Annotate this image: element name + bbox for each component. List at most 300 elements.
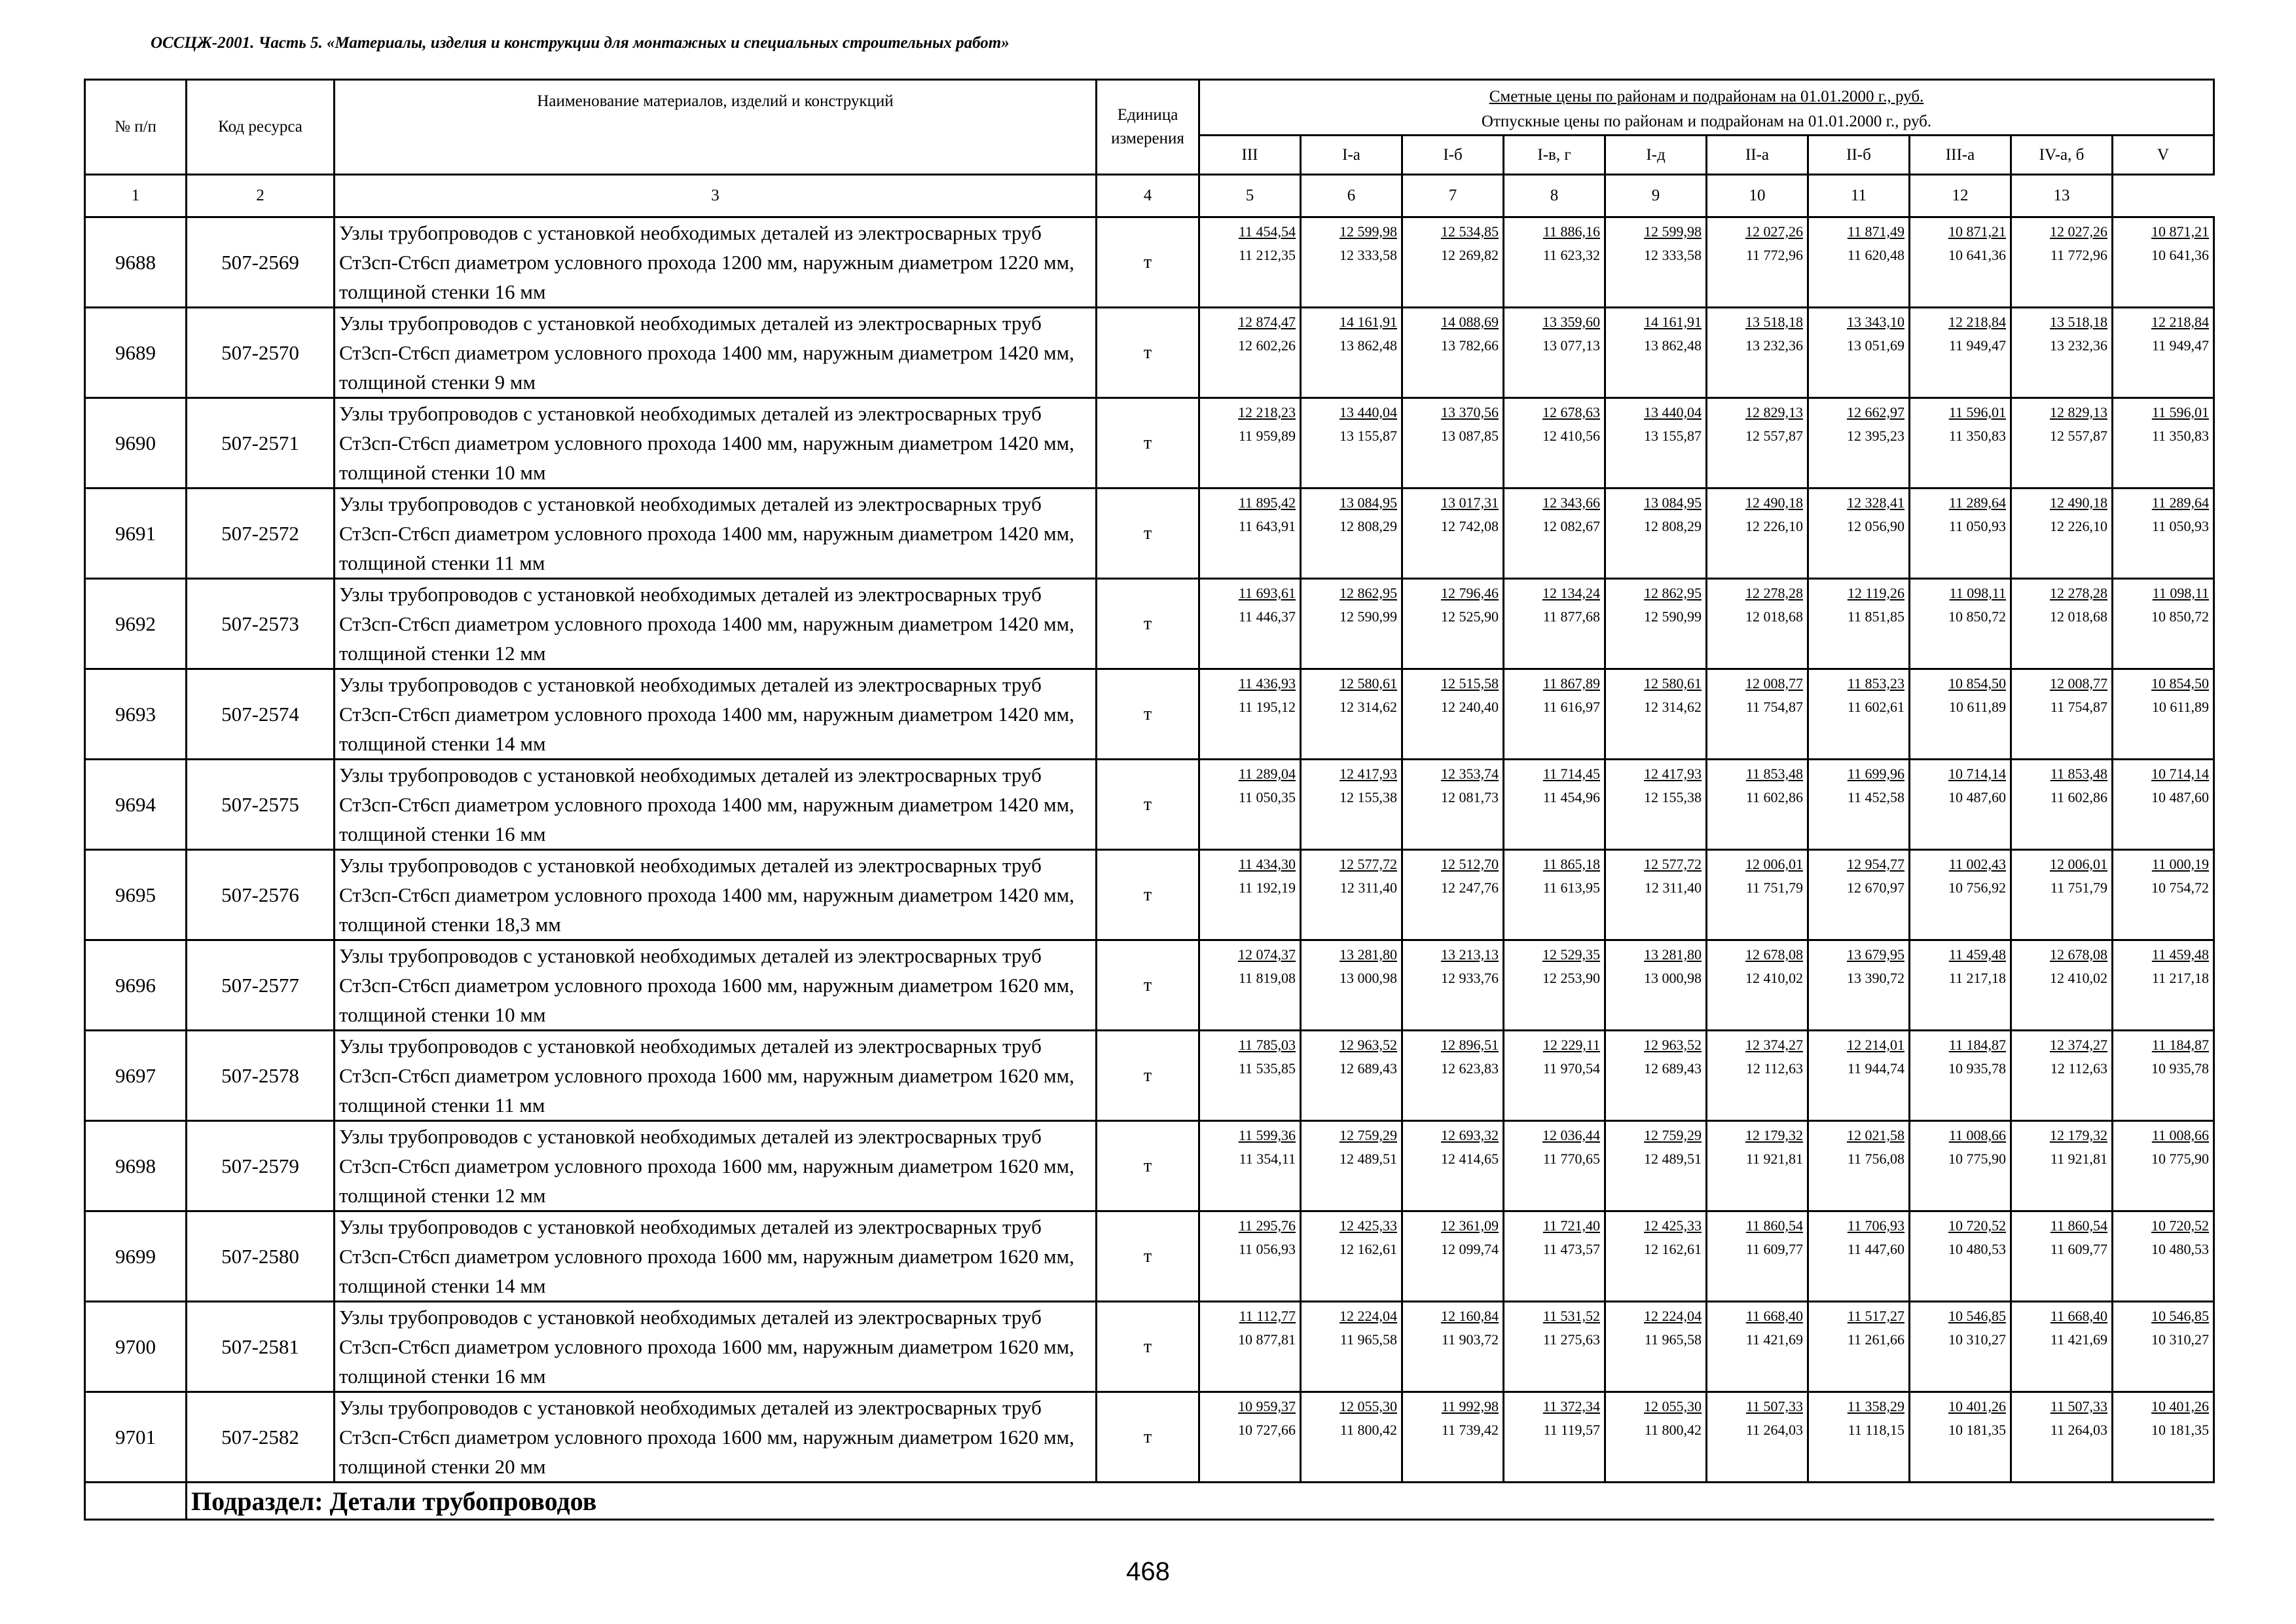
release-price: 11 800,42 [1339,1422,1397,1438]
release-price: 12 112,63 [2050,1060,2107,1077]
row-number: 9690 [85,398,187,489]
resource-code: 507-2580 [187,1211,335,1302]
resource-code: 507-2582 [187,1392,335,1483]
release-price: 12 018,68 [1745,608,1803,625]
estimated-price: 11 871,49 [1847,223,1904,240]
region-header: I-а [1301,136,1402,175]
price-cell [1808,669,1910,760]
row-number: 9693 [85,669,187,760]
price-cell [1301,1302,1402,1392]
page-number: 468 [1126,1557,1170,1586]
unit-of-measure: т [1097,1302,1199,1392]
release-price: 12 602,26 [1238,337,1296,354]
release-price: 11 970,54 [1542,1060,1600,1077]
release-price: 11 756,08 [1847,1151,1904,1167]
price-cell [1301,1392,1402,1483]
estimated-price: 11 289,04 [1238,766,1296,782]
price-cell [1199,669,1301,760]
price-cell [1301,1211,1402,1302]
release-price: 11 446,37 [1238,608,1296,625]
estimated-price: 13 518,18 [1745,314,1803,330]
price-cell [1504,579,1605,669]
unit-of-measure: т [1097,940,1199,1031]
release-price: 12 525,90 [1441,608,1499,625]
estimated-price: 11 434,30 [1238,856,1296,872]
material-name: Узлы трубопроводов с установкой необходимых деталей из электросварных труб Ст3сп-Ст6сп диаметром условного прохода 1400 мм, наружным диаметром 1420 мм, толщиной стенки 16 мм [335,760,1097,850]
price-cell [2113,489,2214,579]
price-cell [1504,398,1605,489]
release-price: 11 921,81 [2050,1151,2107,1167]
material-name: Узлы трубопроводов с установкой необходимых деталей из электросварных труб Ст3сп-Ст6сп диаметром условного прохода 1400 мм, наружным диаметром 1420 мм, толщиной стенки 11 мм [335,489,1097,579]
header-prices-otp: Отпускные цены по районам и подрайонам на 01.01.2000 г., руб. [1481,113,1932,130]
estimated-price: 13 084,95 [1644,494,1702,511]
estimated-price: 12 027,26 [1745,223,1803,240]
estimated-price: 12 829,13 [2050,404,2107,420]
release-price: 12 410,56 [1542,428,1600,444]
estimated-price: 12 224,04 [1644,1308,1702,1324]
release-price: 10 641,36 [1948,247,2006,263]
estimated-price: 12 963,52 [1644,1037,1702,1053]
release-price: 11 620,48 [1847,247,1904,263]
release-price: 11 921,81 [1745,1151,1803,1167]
price-cell [1301,308,1402,398]
estimated-price: 12 074,37 [1238,946,1296,963]
estimated-price: 10 720,52 [1948,1217,2006,1234]
release-price: 12 333,58 [1339,247,1397,263]
price-cell [1402,1031,1504,1121]
estimated-price: 12 580,61 [1339,675,1397,692]
column-number: 8 [1504,175,1605,217]
estimated-price: 11 184,87 [2151,1037,2210,1053]
row-number: 9697 [85,1031,187,1121]
price-cell [1808,579,1910,669]
price-cell [1910,308,2011,398]
estimated-price: 12 328,41 [1847,494,1904,511]
header-prices-smet: Сметные цены по районам и подрайонам на 01.01.2000 г., руб. [1489,88,1924,105]
release-price: 11 623,32 [1542,247,1600,263]
release-price: 10 754,72 [2151,879,2210,896]
estimated-price: 14 161,91 [1644,314,1702,330]
estimated-price: 11 668,40 [1745,1308,1803,1324]
release-price: 11 261,66 [1847,1331,1904,1348]
price-cell [2113,217,2214,308]
estimated-price: 11 358,29 [1847,1398,1904,1414]
estimated-price: 11 454,54 [1238,223,1296,240]
column-number: 1 [85,175,187,217]
release-price: 12 099,74 [1441,1241,1499,1257]
price-cell [1504,1211,1605,1302]
unit-of-measure: т [1097,217,1199,308]
release-price: 11 447,60 [1847,1241,1904,1257]
price-cell [1707,850,1808,940]
release-price: 10 775,90 [1948,1151,2006,1167]
row-number: 9694 [85,760,187,850]
column-number: 3 [335,175,1097,217]
release-price: 11 056,93 [1238,1241,1296,1257]
estimated-price: 11 289,64 [2151,494,2210,511]
price-cell [2113,398,2214,489]
estimated-price: 12 954,77 [1847,856,1904,872]
estimated-price: 13 017,31 [1441,494,1499,511]
table-row [85,760,2214,850]
price-cell [1301,669,1402,760]
price-cell [1605,308,1707,398]
price-cell [1199,217,1301,308]
estimated-price: 11 008,66 [1948,1127,2006,1143]
price-cell [1605,489,1707,579]
release-price: 11 754,87 [1745,699,1803,715]
release-price: 13 087,85 [1441,428,1499,444]
price-cell [1910,398,2011,489]
price-cell [1402,760,1504,850]
price-cell [1199,760,1301,850]
unit-of-measure: т [1097,669,1199,760]
price-cell [1605,398,1707,489]
row-number: 9696 [85,940,187,1031]
header-code: Код ресурса [187,80,335,175]
table-row [85,308,2214,398]
estimated-price: 12 425,33 [1339,1217,1397,1234]
release-price: 10 310,27 [1948,1331,2006,1348]
estimated-price: 12 759,29 [1339,1127,1397,1143]
release-price: 10 727,66 [1238,1422,1296,1438]
estimated-price: 12 374,27 [2050,1037,2107,1053]
estimated-price: 13 281,80 [1339,946,1397,963]
estimated-price: 12 862,95 [1339,585,1397,601]
estimated-price: 12 160,84 [1441,1308,1499,1324]
price-cell [1808,1302,1910,1392]
release-price: 11 609,77 [1745,1241,1803,1257]
resource-code: 507-2576 [187,850,335,940]
release-price: 11 350,83 [2151,428,2210,444]
price-cell [2011,1392,2113,1483]
release-price: 11 819,08 [1238,970,1296,986]
release-price: 12 155,38 [1644,789,1702,805]
price-cell [1910,1031,2011,1121]
estimated-price: 11 599,36 [1238,1127,1296,1143]
resource-code: 507-2575 [187,760,335,850]
estimated-price: 11 098,11 [1949,585,2006,601]
estimated-price: 11 112,77 [1239,1308,1296,1324]
material-name: Узлы трубопроводов с установкой необходимых деталей из электросварных труб Ст3сп-Ст6сп диаметром условного прохода 1600 мм, наружным диаметром 1620 мм, толщиной стенки 11 мм [335,1031,1097,1121]
estimated-price: 12 229,11 [1542,1037,1600,1053]
release-price: 11 877,68 [1542,608,1600,625]
price-cell [1402,1121,1504,1211]
price-cell [1910,760,2011,850]
release-price: 11 613,95 [1542,879,1600,896]
release-price: 11 770,65 [1542,1151,1600,1167]
release-price: 10 487,60 [1948,789,2006,805]
material-name: Узлы трубопроводов с установкой необходимых деталей из электросварных труб Ст3сп-Ст6сп диаметром условного прохода 1600 мм, наружным диаметром 1620 мм, толщиной стенки 14 мм [335,1211,1097,1302]
release-price: 11 754,87 [2050,699,2107,715]
price-cell [1301,579,1402,669]
release-price: 11 535,85 [1238,1060,1296,1077]
release-price: 12 933,76 [1441,970,1499,986]
price-cell [1707,1211,1808,1302]
price-cell [1910,217,2011,308]
price-cell [2113,1211,2214,1302]
estimated-price: 12 796,46 [1441,585,1499,601]
resource-code: 507-2573 [187,579,335,669]
price-cell [1605,669,1707,760]
estimated-price: 12 678,08 [1745,946,1803,963]
release-price: 12 590,99 [1339,608,1397,625]
material-name: Узлы трубопроводов с установкой необходимых деталей из электросварных труб Ст3сп-Ст6сп диаметром условного прохода 1600 мм, наружным диаметром 1620 мм, толщиной стенки 20 мм [335,1392,1097,1483]
resource-code: 507-2574 [187,669,335,760]
estimated-price: 12 008,77 [2050,675,2107,692]
release-price: 12 557,87 [2050,428,2107,444]
estimated-price: 12 343,66 [1542,494,1600,511]
table-row [85,489,2214,579]
estimated-price: 11 668,40 [2050,1308,2107,1324]
estimated-price: 12 021,58 [1847,1127,1904,1143]
release-price: 11 751,79 [1745,879,1803,896]
release-price: 11 772,96 [1745,247,1803,263]
row-number: 9689 [85,308,187,398]
release-price: 12 314,62 [1644,699,1702,715]
price-cell [2113,1121,2214,1211]
price-cell [1504,1392,1605,1483]
price-cell [1199,1392,1301,1483]
unit-of-measure: т [1097,579,1199,669]
price-cell [1707,1031,1808,1121]
estimated-price: 12 490,18 [1745,494,1803,511]
release-price: 11 118,15 [1848,1422,1904,1438]
price-cell [1808,940,1910,1031]
estimated-price: 13 281,80 [1644,946,1702,963]
region-header: V [2113,136,2214,175]
estimated-price: 12 896,51 [1441,1037,1499,1053]
release-price: 11 454,96 [1542,789,1600,805]
price-cell [2011,308,2113,398]
release-price: 11 949,47 [2151,337,2210,354]
release-price: 10 611,89 [1948,699,2006,715]
release-price: 12 410,02 [1745,970,1803,986]
release-price: 12 226,10 [2050,518,2107,534]
estimated-price: 12 662,97 [1847,404,1904,420]
estimated-price: 13 359,60 [1542,314,1600,330]
release-price: 12 112,63 [1745,1060,1803,1077]
estimated-price: 11 531,52 [1542,1308,1600,1324]
price-cell [1504,489,1605,579]
estimated-price: 12 417,93 [1644,766,1702,782]
release-price: 11 264,03 [1745,1422,1803,1438]
unit-of-measure: т [1097,760,1199,850]
price-cell [1910,1121,2011,1211]
document-header-title: ОССЦЖ-2001. Часть 5. «Материалы, изделия и конструкции для монтажных и специальных строительных работ» [151,34,1010,52]
price-cell [1707,760,1808,850]
release-price: 13 782,66 [1441,337,1499,354]
price-cell [2011,579,2113,669]
estimated-price: 13 518,18 [2050,314,2107,330]
release-price: 13 862,48 [1339,337,1397,354]
estimated-price: 12 119,26 [1847,585,1904,601]
price-cell [1301,489,1402,579]
release-price: 11 421,69 [1745,1331,1803,1348]
release-price: 11 119,57 [1543,1422,1600,1438]
region-header: I-в, г [1504,136,1605,175]
release-price: 12 395,23 [1847,428,1904,444]
estimated-price: 12 515,58 [1441,675,1499,692]
price-cell [2011,1121,2113,1211]
estimated-price: 11 507,33 [1745,1398,1803,1414]
column-number: 4 [1097,175,1199,217]
release-price: 11 473,57 [1542,1241,1600,1257]
price-cell [1707,1392,1808,1483]
price-cell [1707,217,1808,308]
price-cell [1707,940,1808,1031]
release-price: 11 751,79 [2050,879,2107,896]
table-row [85,398,2214,489]
price-cell [2113,1392,2214,1483]
estimated-price: 10 401,26 [2151,1398,2210,1414]
estimated-price: 12 374,27 [1745,1037,1803,1053]
release-price: 12 489,51 [1644,1151,1702,1167]
release-price: 12 269,82 [1441,247,1499,263]
release-price: 12 018,68 [2050,608,2107,625]
estimated-price: 10 871,21 [1948,223,2006,240]
price-cell [1402,940,1504,1031]
release-price: 13 155,87 [1644,428,1702,444]
price-cell [1605,1121,1707,1211]
release-price: 10 641,36 [2151,247,2210,263]
price-cell [1808,760,1910,850]
header-name: Наименование материалов, изделий и конструкций [335,80,1097,175]
estimated-price: 12 425,33 [1644,1217,1702,1234]
release-price: 10 480,53 [1948,1241,2006,1257]
release-price: 12 240,40 [1441,699,1499,715]
column-number: 11 [1808,175,1910,217]
release-price: 10 850,72 [2151,608,2210,625]
price-cell [1707,489,1808,579]
table-row [85,940,2214,1031]
release-price: 10 935,78 [1948,1060,2006,1077]
estimated-price: 12 134,24 [1542,585,1600,601]
price-table [84,79,2215,1521]
estimated-price: 11 721,40 [1542,1217,1600,1234]
release-price: 12 056,90 [1847,518,1904,534]
release-price: 12 311,40 [1644,879,1702,896]
price-cell [2113,308,2214,398]
release-price: 11 192,19 [1238,879,1296,896]
price-cell [1199,940,1301,1031]
price-cell [1910,940,2011,1031]
estimated-price: 11 459,48 [1948,946,2006,963]
price-cell [2113,1302,2214,1392]
estimated-price: 10 714,14 [2151,766,2210,782]
estimated-price: 12 055,30 [1644,1398,1702,1414]
estimated-price: 12 678,63 [1542,404,1600,420]
release-price: 11 772,96 [2050,247,2107,263]
price-cell [1808,1031,1910,1121]
material-name: Узлы трубопроводов с установкой необходимых деталей из электросварных труб Ст3сп-Ст6сп диаметром условного прохода 1400 мм, наружным диаметром 1420 мм, толщиной стенки 18,3 мм [335,850,1097,940]
price-cell [1910,1392,2011,1483]
release-price: 12 082,67 [1542,518,1600,534]
release-price: 11 965,58 [1339,1331,1397,1348]
estimated-price: 10 720,52 [2151,1217,2210,1234]
row-number: 9691 [85,489,187,579]
table-row [85,850,2214,940]
release-price: 12 311,40 [1339,879,1397,896]
estimated-price: 11 853,48 [2050,766,2107,782]
price-cell [1199,850,1301,940]
release-price: 10 611,89 [2151,699,2210,715]
release-price: 10 756,92 [1948,879,2006,896]
estimated-price: 12 759,29 [1644,1127,1702,1143]
estimated-price: 12 417,93 [1339,766,1397,782]
price-cell [2011,1302,2113,1392]
unit-of-measure: т [1097,850,1199,940]
price-cell [2113,579,2214,669]
price-cell [1402,398,1504,489]
price-cell [1301,940,1402,1031]
release-price: 10 877,81 [1238,1331,1296,1348]
estimated-price: 12 963,52 [1339,1037,1397,1053]
release-price: 12 162,61 [1339,1241,1397,1257]
release-price: 12 247,76 [1441,879,1499,896]
material-name: Узлы трубопроводов с установкой необходимых деталей из электросварных труб Ст3сп-Ст6сп диаметром условного прохода 1600 мм, наружным диаметром 1620 мм, толщиной стенки 16 мм [335,1302,1097,1392]
release-price: 13 862,48 [1644,337,1702,354]
estimated-price: 12 179,32 [2050,1127,2107,1143]
release-price: 10 775,90 [2151,1151,2210,1167]
release-price: 11 350,83 [1948,428,2006,444]
price-cell [1504,1121,1605,1211]
release-price: 11 217,18 [2151,970,2210,986]
region-header: I-д [1605,136,1707,175]
release-price: 11 264,03 [2050,1422,2107,1438]
price-cell [1402,489,1504,579]
price-cell [1605,1302,1707,1392]
price-cell [1199,1211,1301,1302]
release-price: 12 253,90 [1542,970,1600,986]
price-cell [1707,398,1808,489]
column-number: 7 [1402,175,1504,217]
estimated-price: 12 862,95 [1644,585,1702,601]
price-cell [1402,217,1504,308]
resource-code: 507-2578 [187,1031,335,1121]
table-row [85,1302,2214,1392]
estimated-price: 12 577,72 [1644,856,1702,872]
estimated-price: 12 678,08 [2050,946,2107,963]
release-price: 12 314,62 [1339,699,1397,715]
resource-code: 507-2571 [187,398,335,489]
release-price: 11 903,72 [1441,1331,1499,1348]
release-price: 11 050,93 [1948,518,2006,534]
unit-of-measure: т [1097,1121,1199,1211]
price-cell [2113,760,2214,850]
price-cell [2011,1031,2113,1121]
price-cell [1199,308,1301,398]
estimated-price: 13 084,95 [1339,494,1397,511]
estimated-price: 12 577,72 [1339,856,1397,872]
release-price: 13 000,98 [1339,970,1397,986]
estimated-price: 11 517,27 [1847,1308,1904,1324]
price-cell [1504,850,1605,940]
region-header: III-а [1910,136,2011,175]
price-cell [1808,489,1910,579]
estimated-price: 12 006,01 [1745,856,1803,872]
release-price: 12 808,29 [1339,518,1397,534]
release-price: 10 487,60 [2151,789,2210,805]
row-number: 9698 [85,1121,187,1211]
estimated-price: 11 693,61 [1238,585,1296,601]
estimated-price: 12 512,70 [1441,856,1499,872]
estimated-price: 11 895,42 [1238,494,1296,511]
estimated-price: 11 008,66 [2151,1127,2210,1143]
price-cell [1910,1302,2011,1392]
price-cell [2011,398,2113,489]
estimated-price: 12 353,74 [1441,766,1499,782]
